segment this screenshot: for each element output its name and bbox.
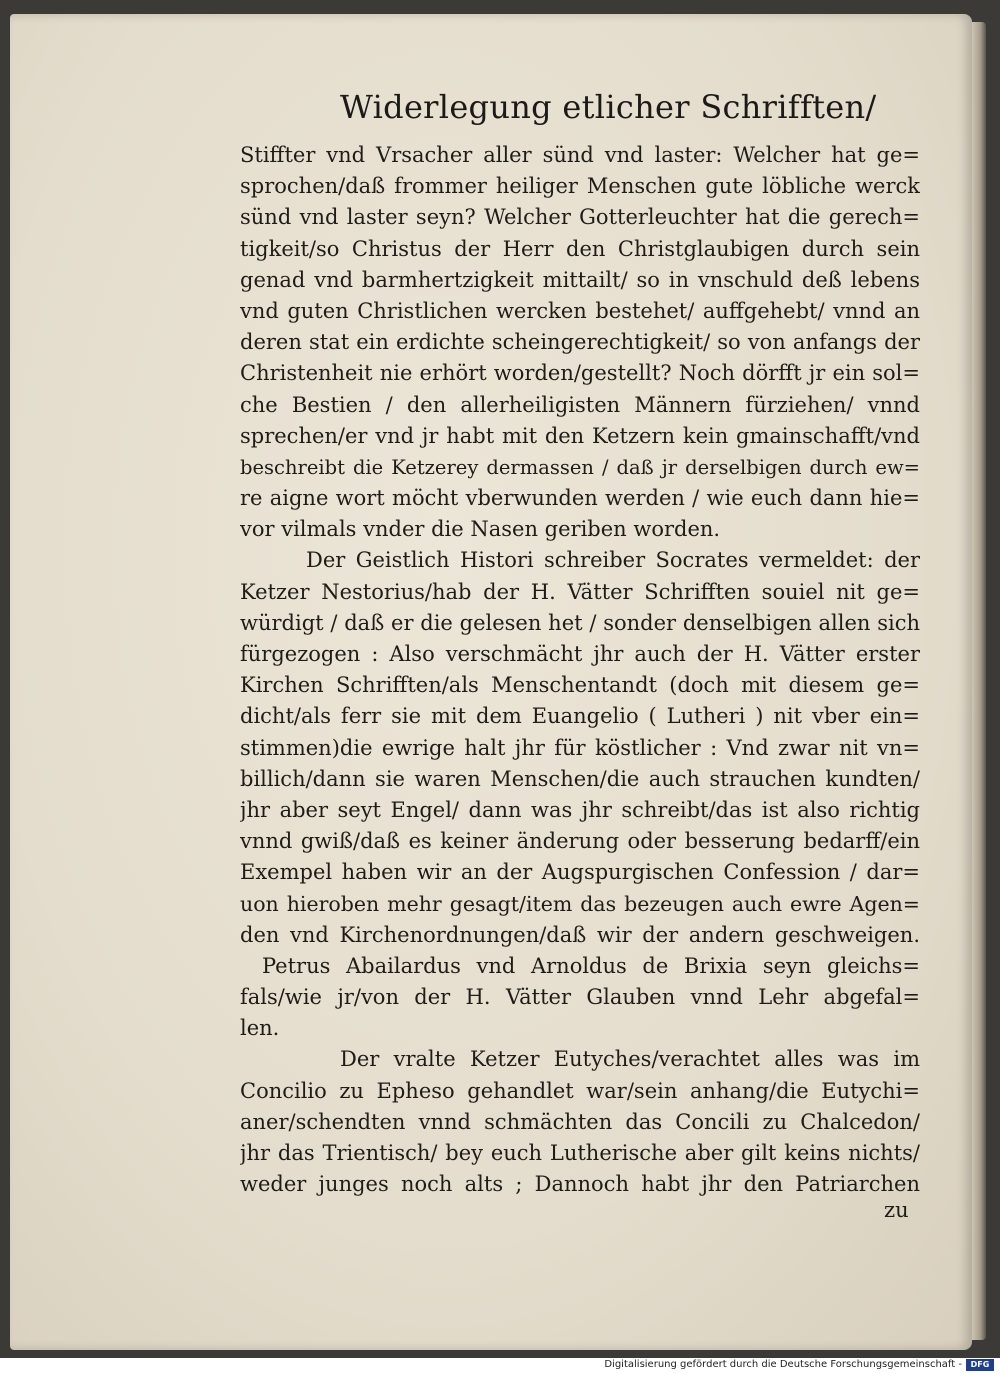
text-line: deren stat ein erdichte scheingerechtigkeit/ so von anfangs der (240, 330, 920, 355)
text-line: genad vnd barmhertzigkeit mittailt/ so in vnschuld deß lebens (240, 267, 920, 292)
text-line: Stiffter vnd Vrsacher aller sünd vnd laster: Welcher hat ge= (240, 143, 920, 167)
page-edge (972, 22, 986, 1340)
text-line: Kirchen Schrifften/als Menschentandt (doch mit diesem ge= (240, 673, 920, 698)
text-line: Exempel haben wir an der Augspurgischen Confession / dar= (240, 860, 920, 885)
text-line: vor vilmals vnder die Nasen geriben worden. (240, 517, 721, 542)
text-line: tigkeit/so Christus der Herr den Christglaubigen durch sein (240, 236, 920, 261)
text-line: Der Geistlich Histori schreiber Socrates vermeldet: der (306, 548, 920, 573)
catchword: zu (884, 1198, 909, 1222)
text-line: jhr das Trientisch/ bey euch Lutherische aber gilt keins nichts/ (240, 1141, 920, 1165)
text-line: jhr aber seyt Engel/ dann was jhr schreibt/das ist also richtig (240, 797, 920, 822)
text-line: fürgezogen : Also verschmächt jhr auch der H. Vätter erster (240, 642, 920, 666)
text-line: che Bestien / den allerheiligisten Männern fürziehen/ vnnd (240, 392, 920, 417)
text-line: sprechen/er vnd jr habt mit den Ketzern kein gmainschafft/vnd (240, 423, 920, 448)
running-head: Widerlegung etlicher Schrifften/ (340, 88, 877, 126)
footer-credit: Digitalisierung gefördert durch die Deutsche Forschungsgemeinschaft - (604, 1359, 962, 1370)
text-line: fals/wie jr/von der H. Vätter Glauben vnnd Lehr abgefal= (240, 985, 920, 1010)
text-line: billich/dann sie waren Menschen/die auch strauchen kundten/ (240, 766, 920, 791)
text-line: len. (240, 1016, 280, 1041)
text-line: Christenheit nie erhört worden/gestellt? Noch dörfft jr ein sol= (240, 361, 920, 386)
body-text (240, 140, 920, 1200)
dfg-logo: DFG (966, 1359, 994, 1371)
text-line: re aigne wort möcht vberwunden werden / wie euch dann hie= (240, 486, 920, 511)
text-line: aner/schendten vnnd schmächten das Concili zu Chalcedon/ (240, 1109, 920, 1134)
text-line: dicht/als ferr sie mit dem Euangelio ( Lutheri ) nit vber ein= (240, 704, 920, 729)
text-line: den vnd Kirchenordnungen/daß wir der andern geschweigen. (240, 922, 920, 947)
text-line: sünd vnd laster seyn? Welcher Gotterleuchter hat die gerech= (240, 205, 920, 230)
text-line: Ketzer Nestorius/hab der H. Vätter Schrifften souiel nit ge= (240, 579, 920, 604)
text-line: beschreibt die Ketzerey dermassen / daß jr derselbigen durch ew= (240, 455, 920, 479)
text-line: Petrus Abailardus vnd Arnoldus de Brixia seyn gleichs= (262, 953, 920, 978)
text-line: vnd guten Christlichen wercken bestehet/ auffgehebt/ vnnd an (240, 298, 920, 323)
text-line: Concilio zu Epheso gehandlet war/sein anhang/die Eutychi= (240, 1078, 920, 1103)
text-line: Der vralte Ketzer Eutyches/verachtet alles was im (340, 1047, 920, 1072)
text-line: weder junges noch alts ; Dannoch habt jhr den Patriarchen (240, 1172, 920, 1197)
text-line: vnnd gwiß/daß es keiner änderung oder besserung bedarff/ein (240, 829, 920, 854)
text-line: stimmen)die ewrige halt jhr für köstlicher : Vnd zwar nit vn= (240, 735, 920, 760)
text-line: sprochen/daß frommer heiliger Menschen gute löbliche werck (240, 174, 920, 199)
text-line: uon hieroben mehr gesagt/item das bezeugen auch ewre Agen= (240, 891, 920, 916)
text-line: würdigt / daß er die gelesen het / sonder denselbigen allen sich (240, 610, 920, 635)
